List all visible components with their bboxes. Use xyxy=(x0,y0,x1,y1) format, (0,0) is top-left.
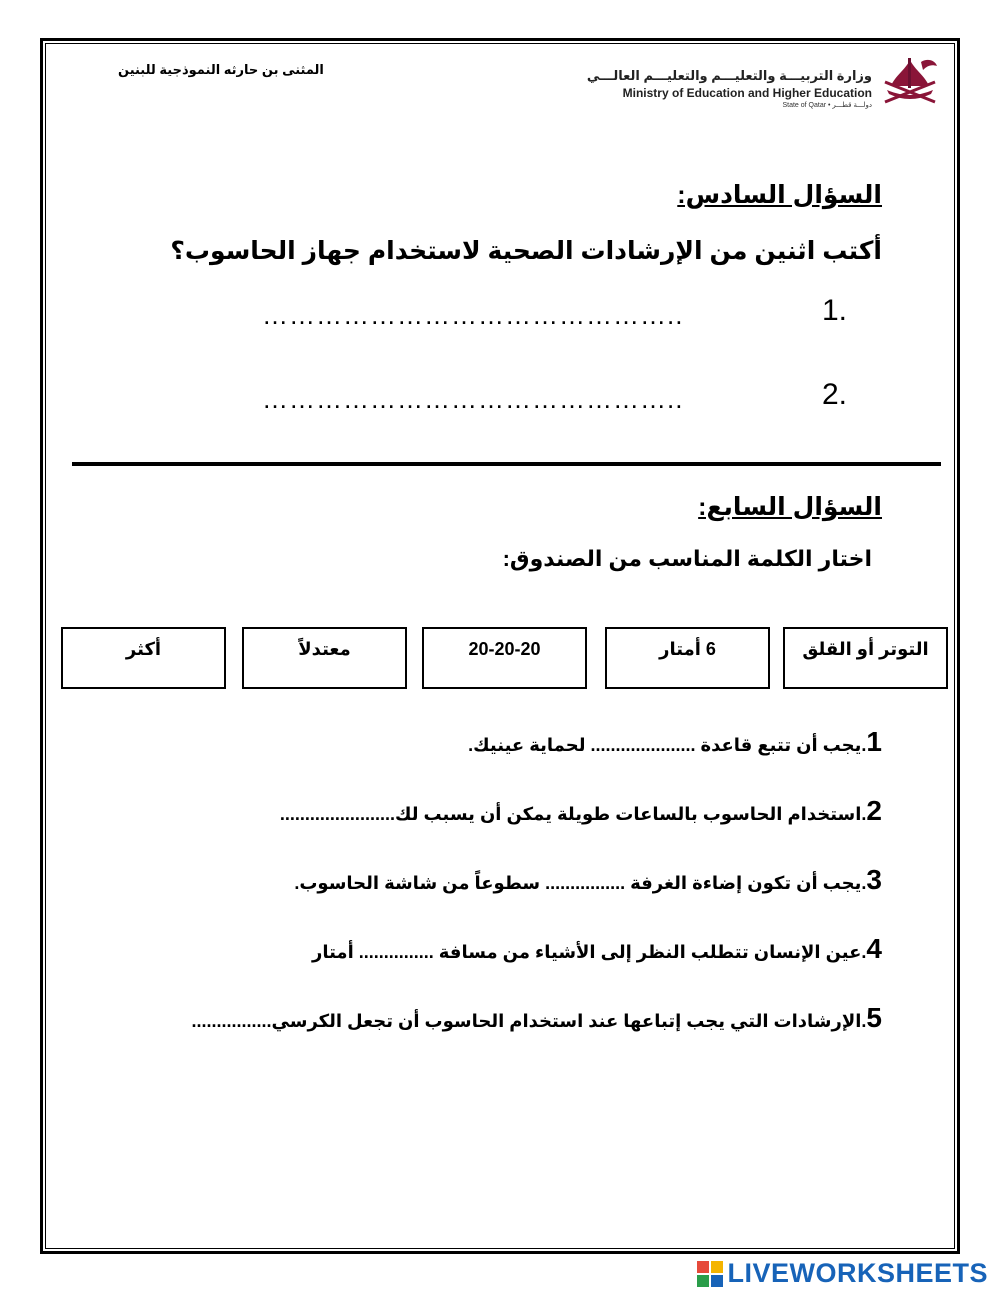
sentence-2-number: 2 xyxy=(866,795,882,826)
logo-square-blue xyxy=(711,1275,723,1287)
liveworksheets-text: LIVEWORKSHEETS xyxy=(727,1258,988,1288)
question-6-text: أكتب اثنين من الإرشادات الصحية لاستخدام جهاز الحاسوب؟ xyxy=(170,237,882,265)
sentence-4-number: 4 xyxy=(866,933,882,964)
state-of-qatar: State of Qatar • دولـــة قطـــر xyxy=(782,102,872,109)
sentence-2-text[interactable]: .استخدام الحاسوب بالساعات طويلة يمكن أن يسبب لك....................... xyxy=(279,804,867,824)
logo-square-red xyxy=(697,1261,709,1273)
word-box-moderate: معتدلاً xyxy=(242,627,407,689)
word-box-more: أكثر xyxy=(61,627,226,689)
answer-2-number: 2. xyxy=(822,378,848,411)
question-7-text: اختار الكلمة المناسب من الصندوق: xyxy=(502,546,872,571)
sentence-1 xyxy=(468,726,882,758)
sentence-1-number: 1 xyxy=(866,726,882,757)
liveworksheets-logo-icon xyxy=(697,1261,723,1287)
question-6-title: السؤال السادس: xyxy=(677,181,882,209)
ministry-name-arabic: وزارة التربيـــة والتعليـــم والتعليـــم العالـــي xyxy=(586,68,872,83)
sentence-5-text[interactable]: .الإرشادات التي يجب إتباعها عند استخدام الحاسوب أن تجعل الكرسي................ xyxy=(191,1011,867,1031)
sentence-4 xyxy=(312,933,882,965)
sentence-4-text[interactable]: .عين الإنسان تتطلب النظر إلى الأشياء من مسافة ............... أمتار xyxy=(311,942,867,962)
sentence-3-text[interactable]: .يجب أن تكون إضاءة الغرفة ................ سطوعاً من شاشة الحاسوب. xyxy=(294,873,867,893)
sentence-1-text[interactable]: .يجب أن تتبع قاعدة ..................... لحماية عينيك. xyxy=(468,735,867,755)
liveworksheets-brand[interactable] xyxy=(697,1258,988,1289)
logo-square-green xyxy=(697,1275,709,1287)
word-box-stress: التوتر أو القلق xyxy=(783,627,948,689)
answer-2-line[interactable]: ……………………………………….. xyxy=(262,384,684,414)
sentence-2 xyxy=(280,795,882,827)
question-7-title: السؤال السابع: xyxy=(698,493,882,521)
sentence-5 xyxy=(192,1002,882,1034)
sentence-5-number: 5 xyxy=(866,1002,882,1033)
answer-1-number: 1. xyxy=(822,294,848,327)
word-box-6-meters: 6 أمتار xyxy=(605,627,770,689)
ministry-logo-icon xyxy=(877,54,943,112)
sentence-3-number: 3 xyxy=(866,864,882,895)
logo-square-yellow xyxy=(711,1261,723,1273)
answer-1-line[interactable]: ……………………………………….. xyxy=(262,300,684,330)
ministry-name-english: Ministry of Education and Higher Education xyxy=(622,86,872,100)
sentence-3 xyxy=(294,864,882,896)
school-name: المثنى بن حارثه النموذجية للبنين xyxy=(118,62,324,77)
word-box-20-20-20: 20-20-20 xyxy=(422,627,587,689)
section-divider xyxy=(72,462,941,466)
